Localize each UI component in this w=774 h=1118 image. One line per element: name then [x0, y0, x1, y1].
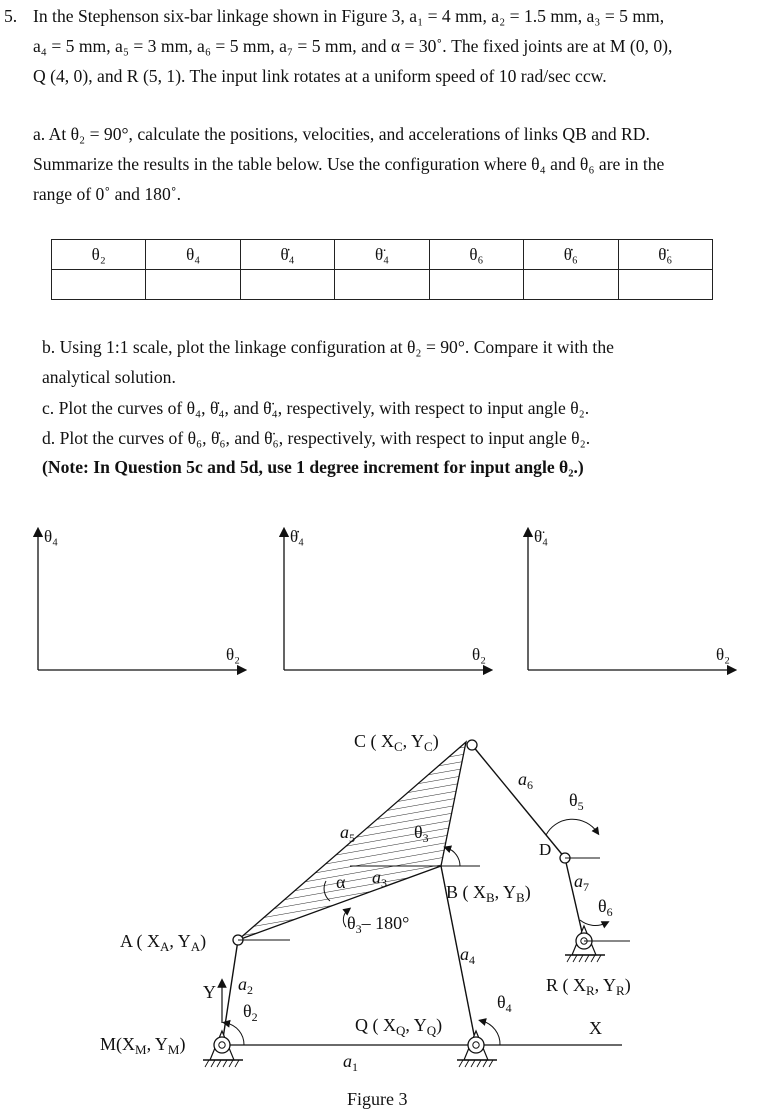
- arc-theta3: [447, 848, 460, 866]
- intro-line-2: a₄ = 5 mm, a₅ = 3 mm, a₆ = 5 mm, a₇ = 5 mm, and α = 30˚. The fixed joints are at M (0, 0),: [33, 36, 673, 56]
- table-row: [52, 270, 713, 300]
- plot-x-label: θ₂: [472, 645, 487, 664]
- label-alpha: α: [336, 872, 346, 892]
- label-r: R ( $X_R$, $Y_R$): [546, 975, 631, 998]
- table-header-cell: θ₆: [429, 240, 523, 270]
- plot-y-label: θ₄: [44, 527, 59, 546]
- part-d: d. Plot the curves of θ₆, θ̇₆, and θ̈₆, respectively, with respect to input angle θ₂.: [42, 428, 591, 448]
- label-d: D: [539, 840, 552, 859]
- label-q: Q ( $X_Q$, $Y_Q$): [355, 1015, 443, 1038]
- link-a2: [222, 940, 238, 1045]
- intro-line-3: Q (4, 0), and R (5, 1). The input link rotates at a uniform speed of 10 rad/sec ccw.: [33, 66, 607, 86]
- label-a4: $a_4$: [460, 944, 475, 967]
- joint-c: [467, 740, 477, 750]
- label-a2: $a_2$: [238, 974, 253, 997]
- figure-caption: Figure 3: [347, 1089, 408, 1109]
- table-cell[interactable]: [429, 270, 523, 300]
- y-axis-label: Y: [203, 982, 216, 1002]
- table-header-cell: θ̇₄: [240, 240, 334, 270]
- x-axis-label: X: [589, 1018, 602, 1038]
- part-a-line-3: range of 0˚ and 180˚.: [33, 184, 182, 204]
- arc-theta5: [546, 819, 597, 835]
- label-theta5: $\theta_5$: [569, 790, 584, 813]
- table-header-cell: θ̈₆: [618, 240, 712, 270]
- plot-theta4-ddot: [510, 520, 740, 685]
- label-theta4: $\theta_4$: [497, 992, 512, 1015]
- label-theta3-180: $\theta_3-$ 180°: [347, 913, 410, 936]
- label-theta6: $\theta_6$: [598, 896, 613, 919]
- table-header-cell: θ₂: [52, 240, 146, 270]
- table-cell[interactable]: [524, 270, 618, 300]
- table-header-cell: θ̈₄: [335, 240, 429, 270]
- ground-pivot-q: [457, 1031, 497, 1067]
- part-b-line-2: analytical solution.: [42, 367, 176, 387]
- table-cell[interactable]: [335, 270, 429, 300]
- label-c: C ( $X_C$, $Y_C$): [354, 731, 439, 754]
- plot-x-label: θ₂: [716, 645, 731, 664]
- part-a-line-2: Summarize the results in the table below. Use the configuration where θ₄ and θ₆ are in the: [33, 154, 665, 174]
- linkage-figure: [0, 715, 774, 1118]
- ground-pivot-r: [565, 926, 605, 962]
- label-a6: $a_6$: [518, 769, 533, 792]
- label-theta3: $\theta_3$: [414, 822, 429, 845]
- table-cell[interactable]: [146, 270, 240, 300]
- table-header-cell: θ̇₆: [524, 240, 618, 270]
- table-header-row: [52, 240, 713, 270]
- table-cell[interactable]: [240, 270, 334, 300]
- plot-y-label: θ̇₄: [290, 527, 305, 546]
- label-a7: $a_7$: [574, 871, 589, 894]
- part-b-line-1: b. Using 1:1 scale, plot the linkage configuration at θ₂ = 90°. Compare it with the: [42, 337, 614, 357]
- part-a-line-1: a. At θ₂ = 90°, calculate the positions, velocities, and accelerations of links QB and RD.: [33, 124, 650, 144]
- table-cell[interactable]: [52, 270, 146, 300]
- label-theta2: $\theta_2$: [243, 1001, 258, 1024]
- table-header-cell: θ₄: [146, 240, 240, 270]
- plot-theta4: [20, 520, 250, 685]
- problem-number: 5.: [4, 6, 18, 26]
- intro-line-1: In the Stephenson six-bar linkage shown in Figure 3, a₁ = 4 mm, a₂ = 1.5 mm, a₃ = 5 mm,: [33, 6, 665, 26]
- arc-theta4: [482, 1021, 500, 1045]
- plot-x-label: θ₂: [226, 645, 241, 664]
- label-b: B ( $X_B$, $Y_B$): [446, 882, 531, 905]
- plot-theta4-dot: [266, 520, 496, 685]
- results-table: [51, 239, 713, 300]
- label-m: $M(X_M$, $Y_M$): [100, 1034, 186, 1057]
- label-a1: $a_1$: [343, 1051, 358, 1074]
- part-c: c. Plot the curves of θ₄, θ̇₄, and θ̈₄, respectively, with respect to input angle θ₂.: [42, 398, 590, 418]
- note: (Note: In Question 5c and 5d, use 1 degree increment for input angle θ₂.): [42, 457, 584, 477]
- table-cell[interactable]: [618, 270, 712, 300]
- label-a5: $a_5$: [340, 822, 355, 845]
- plot-y-label: θ̈₄: [534, 527, 549, 546]
- label-a3: $a_3$: [372, 867, 387, 890]
- ground-pivot-m: [203, 1031, 243, 1067]
- label-a: A ( $X_A$, $Y_A$): [120, 931, 207, 954]
